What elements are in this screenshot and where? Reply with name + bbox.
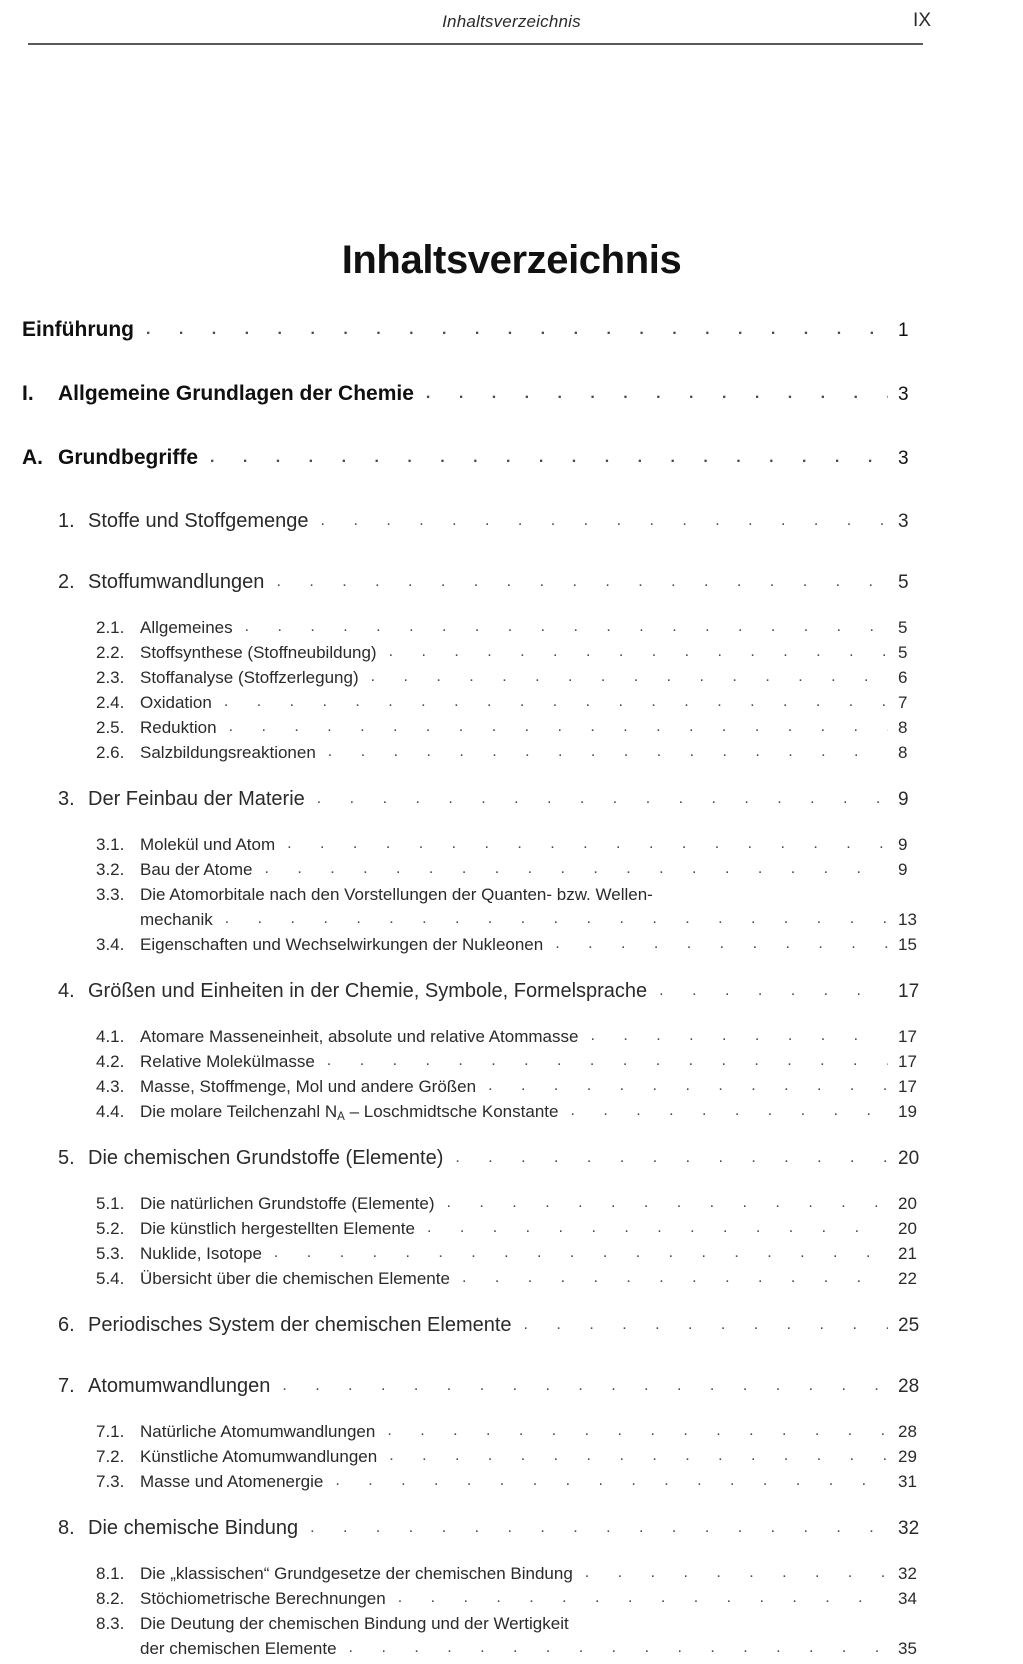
toc-dot-leader (389, 641, 888, 661)
toc-dot-leader (590, 1025, 888, 1045)
toc-entry-number: 2.3. (96, 668, 125, 687)
toc-entry-page: 20 (898, 1219, 917, 1238)
toc-entry-label: Die chemische Bindung (88, 1517, 299, 1539)
toc-entry-label: Die künstlich hergestellten Elemente (140, 1219, 415, 1238)
toc-entry-number: 5.3. (96, 1244, 125, 1263)
toc-dot-leader (349, 1637, 888, 1657)
toc-dot-leader (426, 380, 888, 404)
toc-dot-leader (387, 1420, 888, 1440)
toc-dot-leader (328, 741, 888, 761)
toc-dot-leader (310, 1515, 888, 1538)
toc-entry-page: 3 (898, 384, 909, 405)
toc-entry-number: 7. (58, 1375, 75, 1397)
toc-entry-label: Allgemeines (140, 618, 233, 637)
toc-entry-label: Nuklide, Isotope (140, 1244, 262, 1263)
toc-entry-page: 21 (898, 1244, 917, 1263)
toc-entry[interactable] (0, 1614, 1023, 1639)
toc-entry-number: 7.2. (96, 1447, 125, 1466)
toc-entry-number: 5.2. (96, 1219, 125, 1238)
toc-entry-number: 5.1. (96, 1194, 125, 1213)
toc-entry[interactable] (0, 743, 1023, 768)
toc-entry-page: 8 (898, 743, 908, 762)
toc-entry[interactable] (0, 618, 1023, 643)
toc-entry[interactable] (0, 318, 1023, 362)
toc-entry-label: Die Atomorbitale nach den Vorstellungen der Quanten- bzw. Wellen- (140, 885, 653, 904)
toc-entry-page: 5 (898, 618, 908, 637)
toc-entry-page: 28 (898, 1376, 920, 1397)
page-title: Inhaltsverzeichnis (341, 238, 682, 282)
toc-entry-number: 5.4. (96, 1269, 125, 1288)
toc-entry-page: 25 (898, 1315, 920, 1336)
toc-entry[interactable] (0, 571, 1023, 612)
toc-entry-number: 2.2. (96, 643, 125, 662)
toc-entry-number: 2.1. (96, 618, 125, 637)
toc-entry-label: Die molare Teilchenzahl $N_A$ – Loschmidtsche Konstante (140, 1102, 559, 1124)
toc-entry-number: 8.3. (96, 1614, 125, 1633)
toc-entry-page: 5 (898, 572, 909, 593)
toc-entry[interactable] (0, 643, 1023, 668)
toc-dot-leader (274, 1242, 888, 1262)
toc-dot-leader (317, 786, 888, 809)
toc-entry[interactable] (0, 935, 1023, 960)
toc-entry-label: Periodisches System der chemischen Elemente (88, 1314, 512, 1336)
toc-entry-page: 8 (898, 718, 908, 737)
toc-entry[interactable] (0, 885, 1023, 910)
toc-dot-leader (264, 858, 888, 878)
page-folio: IX (913, 10, 931, 31)
toc-entry-label: Bau der Atome (140, 860, 253, 879)
toc-entry-label: Atomumwandlungen (88, 1375, 271, 1397)
toc-entry[interactable] (0, 382, 1023, 426)
toc-entry[interactable] (0, 1194, 1023, 1219)
toc-dot-leader (321, 508, 888, 531)
toc-entry-label: Stoffanalyse (Stoffzerlegung) (140, 668, 359, 687)
toc-entry-number: 8.2. (96, 1589, 125, 1608)
toc-entry[interactable] (0, 1472, 1023, 1497)
toc-dot-leader (389, 1445, 888, 1465)
toc-entry-page: 20 (898, 1194, 917, 1213)
toc-entry[interactable] (0, 1077, 1023, 1102)
toc-dot-leader (245, 616, 888, 636)
toc-entry-number: 7.1. (96, 1422, 125, 1441)
toc-entry-page: 9 (898, 860, 908, 879)
toc-dot-leader (371, 666, 888, 686)
toc-entry-label: Stöchiometrische Berechnungen (140, 1589, 386, 1608)
toc-entry-label: Künstliche Atomumwandlungen (140, 1447, 378, 1466)
toc-dot-leader (462, 1267, 888, 1287)
toc-entry-number: 8.1. (96, 1564, 125, 1583)
toc-entry-number: 8. (58, 1517, 75, 1539)
toc-entry-page: 22 (898, 1269, 917, 1288)
toc-dot-leader (570, 1100, 888, 1120)
toc-entry-page: 3 (898, 448, 909, 469)
toc-entry-page: 6 (898, 668, 908, 687)
toc-entry-label: mechanik (140, 910, 213, 929)
toc-dot-leader (287, 833, 888, 853)
toc-entry[interactable] (0, 788, 1023, 829)
page-header (0, 0, 1023, 52)
toc-entry-page: 17 (898, 1052, 917, 1071)
toc-entry-page: 17 (898, 1027, 917, 1046)
toc-entry-page: 17 (898, 1077, 917, 1096)
toc-entry-number: 4.4. (96, 1102, 125, 1121)
toc-entry-page: 17 (898, 981, 920, 1002)
toc-entry-label: Einführung (22, 318, 134, 341)
toc-entry-label: Relative Molekülmasse (140, 1052, 315, 1071)
toc-entry-number: 4.1. (96, 1027, 125, 1046)
toc-entry[interactable] (0, 510, 1023, 551)
toc-entry-page: 32 (898, 1564, 917, 1583)
toc-entry-label: Eigenschaften und Wechselwirkungen der Nukleonen (140, 935, 544, 954)
toc-dot-leader (327, 1050, 888, 1070)
toc-entry-number: 3.2. (96, 860, 125, 879)
toc-entry[interactable] (0, 860, 1023, 885)
toc-entry-page: 3 (898, 511, 909, 532)
toc-entry-number: 3.1. (96, 835, 125, 854)
running-head-title: Inhaltsverzeichnis (442, 12, 581, 31)
toc-entry[interactable] (0, 1375, 1023, 1416)
toc-entry-label: Der Feinbau der Materie (88, 788, 305, 810)
toc-dot-leader (146, 316, 888, 340)
toc-entry-label: Allgemeine Grundlagen der Chemie (58, 382, 414, 405)
toc-entry-number: 6. (58, 1314, 75, 1336)
toc-entry-number: 2.4. (96, 693, 125, 712)
toc-entry-label: Molekül und Atom (140, 835, 276, 854)
toc-entry-page: 32 (898, 1518, 920, 1539)
toc-dot-leader (224, 691, 888, 711)
toc-entry-label: Die „klassischen“ Grundgesetze der chemischen Bindung (140, 1564, 573, 1583)
toc-entry-page: 5 (898, 643, 908, 662)
toc-entry-page: 19 (898, 1102, 917, 1121)
toc-entry-number: A. (22, 446, 43, 469)
toc-entry-number: 2.6. (96, 743, 125, 762)
toc-entry-number: 3. (58, 788, 75, 810)
toc-entry-number: 3.4. (96, 935, 125, 954)
toc-entry-page: 1 (898, 320, 909, 341)
toc-entry-number: 7.3. (96, 1472, 125, 1491)
toc-entry[interactable] (0, 980, 1023, 1021)
toc-dot-leader (276, 569, 888, 592)
toc-entry[interactable] (0, 446, 1023, 490)
toc-entry-page: 35 (898, 1639, 917, 1658)
toc-entry[interactable] (0, 1639, 1023, 1664)
toc-entry-label: Die natürlichen Grundstoffe (Elemente) (140, 1194, 435, 1213)
toc-entry[interactable] (0, 1102, 1023, 1127)
toc-entry-number: 4. (58, 980, 75, 1002)
toc-entry-number: 4.3. (96, 1077, 125, 1096)
toc-entry-page: 7 (898, 693, 908, 712)
toc-entry-label: Die Deutung der chemischen Bindung und der Wertigkeit (140, 1614, 569, 1633)
toc-entry-label: Größen und Einheiten in der Chemie, Symbole, Formelsprache (88, 980, 648, 1002)
toc-entry-page: 20 (898, 1148, 920, 1169)
toc-entry[interactable] (0, 1269, 1023, 1294)
toc-entry[interactable] (0, 693, 1023, 718)
toc-entry-page: 31 (898, 1472, 917, 1491)
toc-dot-leader (585, 1562, 888, 1582)
toc-dot-leader (210, 444, 888, 468)
toc-entry[interactable] (0, 718, 1023, 743)
header-rule (28, 43, 923, 45)
toc-entry[interactable] (0, 1147, 1023, 1188)
toc-entry[interactable] (0, 1027, 1023, 1052)
table-of-contents (0, 318, 1023, 1664)
toc-entry-page: 9 (898, 835, 908, 854)
toc-dot-leader (427, 1217, 888, 1237)
toc-dot-leader (555, 933, 888, 953)
toc-entry-number: 1. (58, 510, 75, 532)
toc-entry[interactable] (0, 910, 1023, 935)
toc-entry-label: Grundbegriffe (58, 446, 198, 469)
toc-entry-page: 15 (898, 935, 917, 954)
toc-entry[interactable] (0, 1517, 1023, 1558)
toc-dot-leader (398, 1587, 888, 1607)
toc-entry-label: Salzbildungsreaktionen (140, 743, 316, 762)
toc-entry-page: 13 (898, 910, 917, 929)
toc-entry-label: Stoffe und Stoffgemenge (88, 510, 309, 532)
toc-dot-leader (447, 1192, 888, 1212)
toc-entry[interactable] (0, 668, 1023, 693)
toc-entry[interactable] (0, 1219, 1023, 1244)
toc-entry-number: 3.3. (96, 885, 125, 904)
toc-entry-number: I. (22, 382, 34, 405)
toc-entry[interactable] (0, 1447, 1023, 1472)
toc-entry-number: 4.2. (96, 1052, 125, 1071)
toc-entry-label: der chemischen Elemente (140, 1639, 337, 1658)
toc-entry-number: 2.5. (96, 718, 125, 737)
toc-entry[interactable] (0, 1314, 1023, 1355)
toc-dot-leader (229, 716, 888, 736)
toc-entry[interactable] (0, 1052, 1023, 1077)
toc-entry-page: 9 (898, 789, 909, 810)
toc-dot-leader (335, 1470, 888, 1490)
toc-entry[interactable] (0, 1422, 1023, 1447)
toc-entry[interactable] (0, 1589, 1023, 1614)
toc-entry-label: Stoffumwandlungen (88, 571, 265, 593)
toc-entry-page: 29 (898, 1447, 917, 1466)
toc-entry-label: Masse, Stoffmenge, Mol und andere Größen (140, 1077, 477, 1096)
toc-entry-number: 2. (58, 571, 75, 593)
toc-entry-label: Natürliche Atomumwandlungen (140, 1422, 376, 1441)
toc-entry-label: Übersicht über die chemischen Elemente (140, 1269, 450, 1288)
toc-dot-leader (524, 1312, 888, 1335)
toc-entry-label: Masse und Atomenergie (140, 1472, 324, 1491)
toc-entry-page: 28 (898, 1422, 917, 1441)
toc-entry-page: 34 (898, 1589, 917, 1608)
toc-entry[interactable] (0, 835, 1023, 860)
toc-dot-leader (282, 1373, 888, 1396)
toc-entry-number: 5. (58, 1147, 75, 1169)
toc-dot-leader (488, 1075, 888, 1095)
toc-entry[interactable] (0, 1244, 1023, 1269)
toc-entry-label: Atomare Masseneinheit, absolute und relative Atommasse (140, 1027, 579, 1046)
toc-entry-label: Oxidation (140, 693, 212, 712)
toc-dot-leader (659, 978, 888, 1001)
toc-entry[interactable] (0, 1564, 1023, 1589)
toc-entry-label: Reduktion (140, 718, 217, 737)
toc-entry-label: Stoffsynthese (Stoffneubildung) (140, 643, 377, 662)
toc-entry-label: Die chemischen Grundstoffe (Elemente) (88, 1147, 444, 1169)
toc-dot-leader (225, 908, 888, 928)
toc-dot-leader (455, 1145, 888, 1168)
